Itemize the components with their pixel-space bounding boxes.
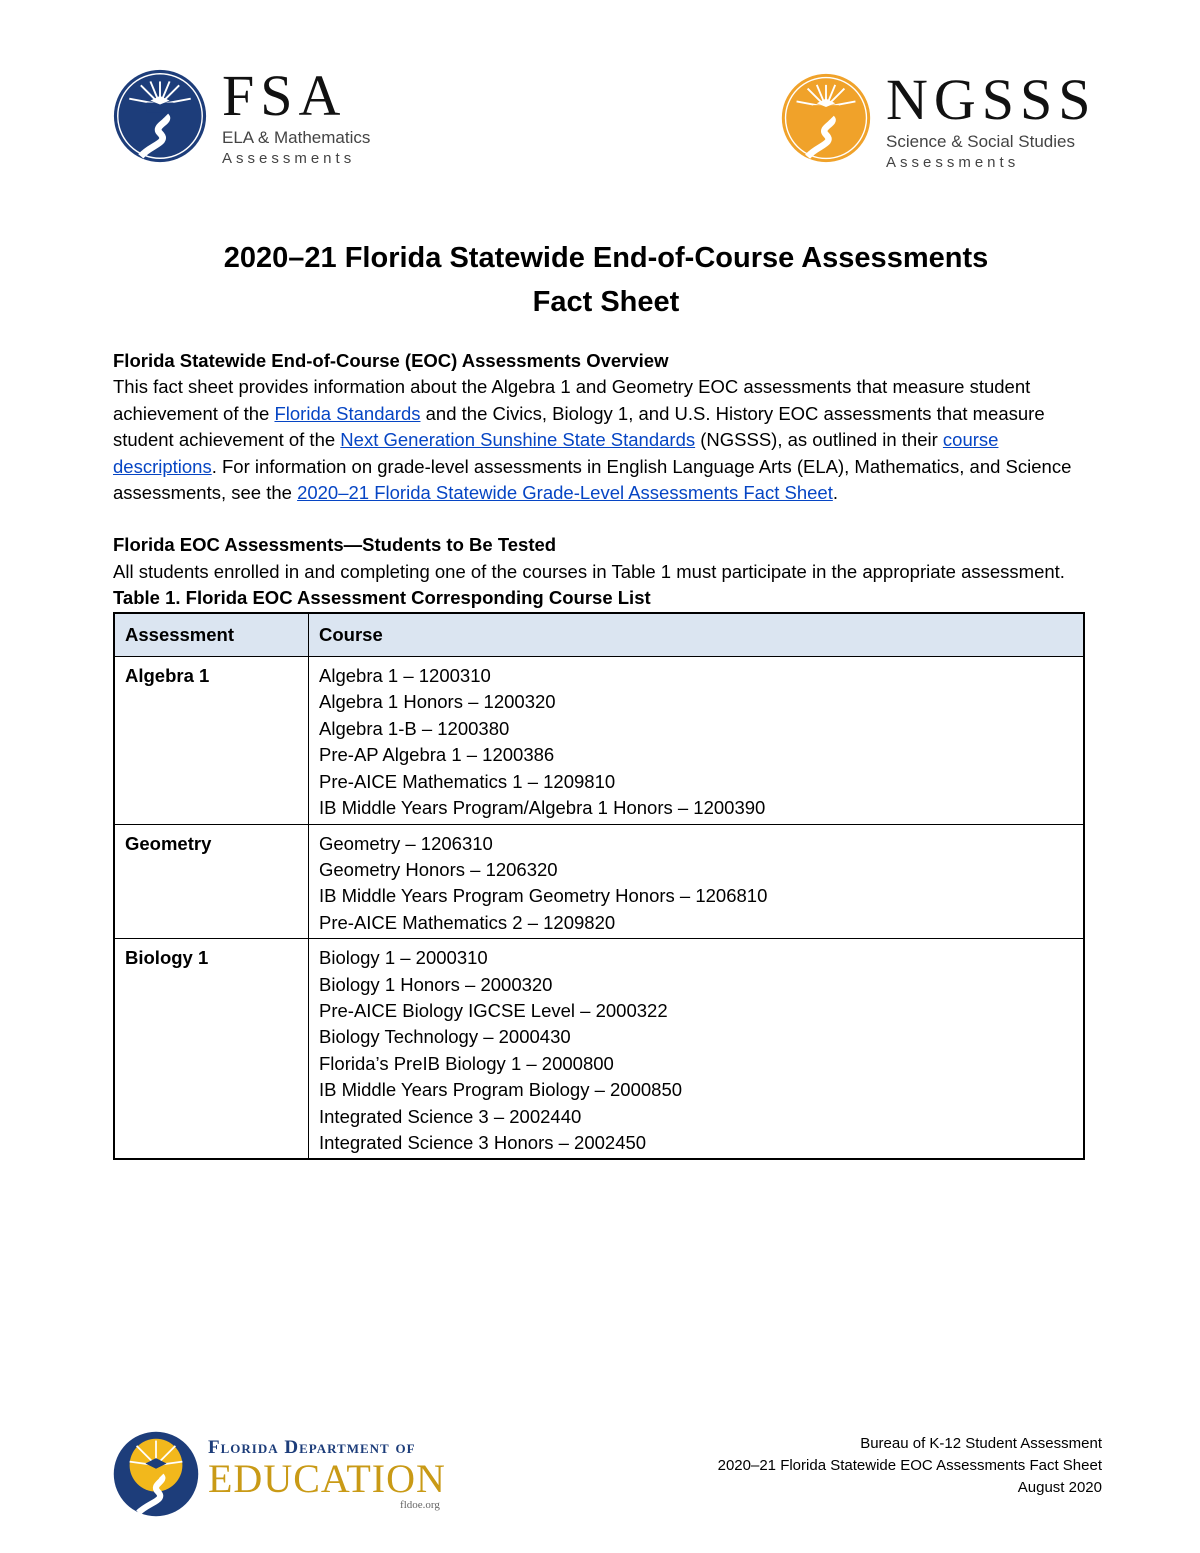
table-header-row	[114, 613, 1084, 657]
fsa-seal-icon	[112, 68, 208, 164]
fdoe-logo	[112, 1430, 446, 1518]
fdoe-logo-line2: EDUCATION	[208, 1456, 446, 1501]
ngsss-link[interactable]: Next Generation Sunshine State Standards	[340, 429, 696, 451]
course-item: IB Middle Years Program Biology – 2000850	[319, 1079, 683, 1101]
overview-text-1: This fact sheet provides information about the Algebra 1 and Geometry EOC assessments that measure student achievement of the	[113, 376, 1031, 424]
ngsss-logo-subtitle: Science & Social Studies	[886, 132, 1075, 151]
florida-standards-link[interactable]: Florida Standards	[274, 402, 421, 424]
page-title-line2: Fact Sheet	[532, 286, 680, 318]
course-item: Pre-AICE Mathematics 1 – 1209810	[319, 770, 616, 792]
overview-text-2: and the Civics, Biology 1, and U.S. History EOC assessments that measure student achievement of the	[113, 402, 1045, 451]
assessment-cell: Geometry	[114, 824, 309, 939]
ngsss-logo	[780, 67, 1097, 171]
course-item: Pre-AP Algebra 1 – 1200386	[319, 744, 555, 766]
course-item: Algebra 1 – 1200310	[319, 665, 491, 687]
course-item: Algebra 1-B – 1200380	[319, 717, 510, 739]
course-table	[113, 612, 1085, 1161]
overview-paragraph	[113, 374, 1103, 506]
course-item: Geometry Honors – 1206320	[319, 858, 558, 880]
footer-date: August 2020	[1017, 1479, 1102, 1496]
course-item: Florida’s PreIB Biology 1 – 2000800	[319, 1052, 614, 1074]
course-item: Pre-AICE Mathematics 2 – 1209820	[319, 911, 616, 933]
fsa-logo	[112, 63, 371, 167]
students-paragraph: All students enrolled in and completing one of the courses in Table 1 must participate in the appropriate assessment.	[113, 560, 1065, 582]
overview-heading: Florida Statewide End-of-Course (EOC) Assessments Overview	[113, 350, 669, 371]
page-title-line1: 2020–21 Florida Statewide End-of-Course Assessments	[223, 242, 989, 274]
footer-bureau: Bureau of K-12 Student Assessment	[860, 1435, 1102, 1452]
assessment-cell: Algebra 1	[114, 657, 309, 824]
course-item: IB Middle Years Program Geometry Honors – 1206810	[319, 885, 768, 907]
course-cell	[309, 939, 1085, 1160]
course-item: Pre-AICE Biology IGCSE Level – 2000322	[319, 999, 668, 1021]
table-header-assessment: Assessment	[114, 613, 309, 657]
overview-text-5: .	[832, 482, 838, 504]
fsa-logo-assessments: Assessments	[222, 150, 356, 167]
assessment-cell: Biology 1	[114, 939, 309, 1160]
main-content	[113, 348, 1103, 1160]
course-descriptions-link[interactable]: course descriptions	[113, 429, 999, 477]
fdoe-logo-url: fldoe.org	[400, 1499, 440, 1511]
fdoe-seal-icon	[112, 1430, 200, 1518]
table-row	[114, 824, 1084, 939]
footer-doc-title: 2020–21 Florida Statewide EOC Assessments Fact Sheet	[717, 1457, 1102, 1474]
course-cell	[309, 657, 1085, 824]
students-heading: Florida EOC Assessments—Students to Be Tested	[113, 534, 557, 556]
overview-text-3: (NGSSS), as outlined in their	[695, 429, 943, 451]
grade-level-fact-sheet-link[interactable]: 2020–21 Florida Statewide Grade-Level Assessments Fact Sheet	[297, 482, 833, 504]
course-item: Biology 1 Honors – 2000320	[319, 973, 553, 995]
overview-text-4: . For information on grade-level assessments in English Language Arts (ELA), Mathematics, and Science assessments, see the	[113, 455, 1072, 504]
ngsss-seal-icon	[780, 72, 872, 164]
table-header-course: Course	[309, 613, 1085, 657]
table-row	[114, 657, 1084, 824]
fsa-logo-subtitle: ELA & Mathematics	[222, 128, 371, 147]
ngsss-logo-assessments: Assessments	[886, 154, 1020, 171]
course-item: Algebra 1 Honors – 1200320	[319, 691, 556, 713]
fsa-logo-title: FSA	[222, 63, 347, 128]
course-item: Biology 1 – 2000310	[319, 947, 488, 969]
fdoe-logo-line1: Florida Department of	[208, 1437, 416, 1458]
course-item: Integrated Science 3 – 2002440	[319, 1105, 582, 1127]
table-caption: Table 1. Florida EOC Assessment Corresponding Course List	[113, 587, 651, 609]
page-title	[0, 236, 1200, 324]
course-item: Integrated Science 3 Honors – 2002450	[319, 1131, 647, 1153]
ngsss-logo-title: NGSSS	[886, 67, 1097, 132]
table-row	[114, 939, 1084, 1160]
course-cell	[309, 824, 1085, 939]
course-item: Geometry – 1206310	[319, 832, 493, 854]
course-item: Biology Technology – 2000430	[319, 1026, 571, 1048]
course-item: IB Middle Years Program/Algebra 1 Honors – 1200390	[319, 797, 766, 819]
footer-info	[718, 1433, 1102, 1499]
